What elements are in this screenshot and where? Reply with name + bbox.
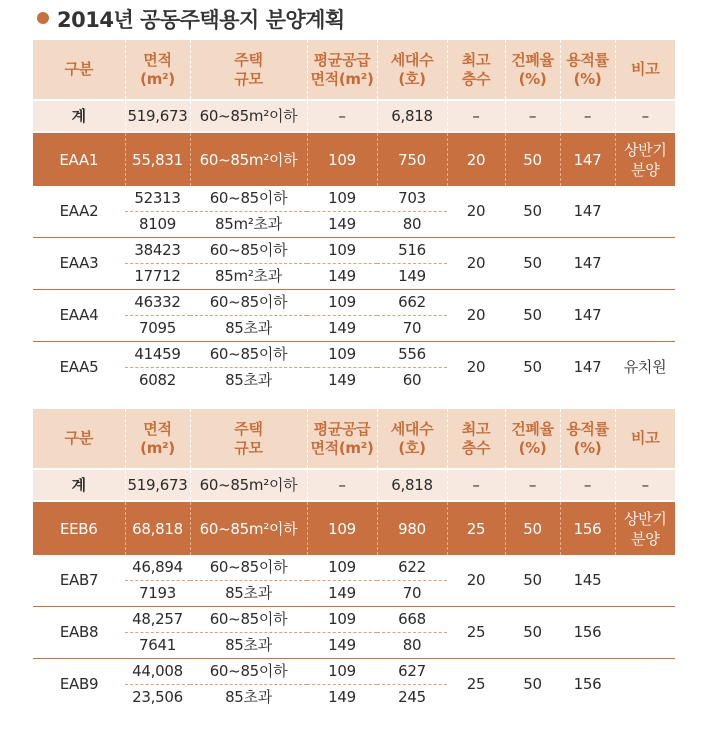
total-cell: 60~85m²이하 <box>190 469 307 501</box>
total-cell: 519,673 <box>125 100 190 132</box>
cell-avg: 109 <box>307 659 377 685</box>
column-header-line: 규모 <box>234 438 263 457</box>
column-header-line: (호) <box>398 69 426 88</box>
column-header-line: 주택 <box>234 419 263 438</box>
highlight-cell: 109 <box>307 132 377 186</box>
cell-far: 145 <box>573 571 602 589</box>
cell-far: 147 <box>573 202 602 220</box>
highlight-note <box>615 501 675 555</box>
highlight-cell: 50 <box>505 501 560 555</box>
column-header-line: (%) <box>573 438 602 457</box>
cell-size: 60~85이하 <box>190 342 307 368</box>
highlight-cell: EEB6 <box>33 501 125 555</box>
column-header <box>125 409 190 469</box>
cell-units: 516 <box>377 238 447 264</box>
total-cell: – <box>615 469 675 501</box>
table-row <box>33 186 675 212</box>
total-cell: 계 <box>33 469 125 501</box>
table-row <box>33 555 675 581</box>
cell-units: 703 <box>398 189 426 207</box>
cell-area: 38423 <box>125 238 190 264</box>
total-cell: – <box>447 100 505 132</box>
cell-avg-sub: 149 <box>307 685 377 711</box>
highlight-cell: 55,831 <box>125 132 190 186</box>
cell-units-sub: 80 <box>377 633 447 659</box>
cell-size-sub: 85초과 <box>190 368 307 394</box>
cell-bcr: 50 <box>505 342 560 394</box>
column-header-line: 규모 <box>234 69 263 88</box>
column-header-line: 비고 <box>631 429 660 447</box>
cell-area-sub: 7193 <box>125 581 190 607</box>
total-cell: – <box>307 100 377 132</box>
highlight-note <box>615 132 675 186</box>
cell-avg: 109 <box>328 558 356 576</box>
column-header <box>447 40 505 100</box>
cell-bcr: 50 <box>505 290 560 342</box>
cell-area: 41459 <box>125 342 190 368</box>
column-header-line: 용적률 <box>566 419 609 438</box>
highlight-row <box>33 501 675 555</box>
highlight-cell: 68,818 <box>125 501 190 555</box>
highlight-cell: 109 <box>307 501 377 555</box>
cell-note <box>615 555 675 607</box>
cell-avg: 109 <box>307 290 377 316</box>
cell-units-sub: 149 <box>377 264 447 290</box>
cell-far: 147 <box>560 238 615 290</box>
highlight-cell: 147 <box>560 132 615 186</box>
column-header-line: 구분 <box>64 60 93 78</box>
column-header <box>560 409 615 469</box>
cell-units: 668 <box>377 607 447 633</box>
row-name: EAA5 <box>33 342 125 394</box>
highlight-cell: 50 <box>505 132 560 186</box>
cell-note <box>615 290 675 342</box>
cell-units-sub: 70 <box>377 581 447 607</box>
cell-bcr: 50 <box>505 607 560 659</box>
column-header-line: (m²) <box>140 69 175 88</box>
total-cell: – <box>505 469 560 501</box>
highlight-cell: 60~85m²이하 <box>190 132 307 186</box>
cell-avg-sub: 149 <box>307 633 377 659</box>
cell-size: 60~85이하 <box>190 238 307 264</box>
cell-size: 60~85이하 <box>190 290 307 316</box>
table-row <box>33 607 675 633</box>
highlight-row <box>33 132 675 186</box>
column-header <box>377 40 447 100</box>
cell-units-sub: 245 <box>377 685 447 711</box>
cell-size: 60~85이하 <box>209 558 288 576</box>
cell-bcr: 50 <box>505 659 560 711</box>
column-header <box>307 409 377 469</box>
column-header-line: 면적 <box>143 50 172 69</box>
column-header <box>33 40 125 100</box>
cell-area: 46332 <box>125 290 190 316</box>
note-line: 상반기 <box>623 509 667 528</box>
cell-size: 60~85이하 <box>209 189 288 207</box>
cell-note <box>615 607 675 659</box>
total-cell: 계 <box>33 100 125 132</box>
column-header-line: 세대수 <box>390 50 434 69</box>
column-header-line: (호) <box>398 438 426 457</box>
total-cell: – <box>560 100 615 132</box>
table-row <box>33 238 675 264</box>
cell-size: 60~85이하 <box>190 659 307 685</box>
cell-note <box>615 659 675 711</box>
highlight-cell: 20 <box>447 132 505 186</box>
column-header-line: 층수 <box>461 438 491 457</box>
plan-table-1 <box>33 40 675 393</box>
note-line: 분양 <box>631 529 660 548</box>
cell-avg-sub: 149 <box>307 581 377 607</box>
column-header <box>190 409 307 469</box>
cell-units: 556 <box>377 342 447 368</box>
column-header <box>560 40 615 100</box>
cell-area-sub: 7641 <box>125 633 190 659</box>
column-header-line: 면적(m²) <box>310 69 374 88</box>
column-header-line: 면적 <box>143 419 172 438</box>
column-header-line: 구분 <box>64 429 93 447</box>
cell-bcr: 50 <box>523 202 542 220</box>
column-header-line: 최고 <box>461 50 491 69</box>
cell-units-sub: 80 <box>377 212 447 238</box>
highlight-cell: EAA1 <box>33 132 125 186</box>
column-header-line: 건폐율 <box>511 419 554 438</box>
total-cell: – <box>307 469 377 501</box>
bullet-icon <box>37 12 49 24</box>
page-header <box>0 0 709 40</box>
total-cell: – <box>447 469 505 501</box>
cell-units: 622 <box>398 558 426 576</box>
note-line: 분양 <box>631 160 660 179</box>
total-cell: – <box>615 100 675 132</box>
column-header-line: 비고 <box>631 60 660 78</box>
column-header-line: 면적(m²) <box>310 438 374 457</box>
cell-area-sub: 17712 <box>125 264 190 290</box>
table-row <box>33 342 675 368</box>
column-header-line: 최고 <box>461 419 491 438</box>
cell-far: 156 <box>560 607 615 659</box>
total-cell: 6,818 <box>377 100 447 132</box>
header-row <box>33 409 675 469</box>
cell-far: 147 <box>560 342 615 394</box>
column-header <box>307 40 377 100</box>
column-header-line: (%) <box>518 438 547 457</box>
cell-floors: 20 <box>466 202 486 220</box>
column-header <box>615 409 675 469</box>
cell-far: 147 <box>560 290 615 342</box>
cell-note: 유치원 <box>615 342 675 394</box>
header-row <box>33 40 675 100</box>
column-header-line: 평균공급 <box>313 419 371 438</box>
cell-area-sub: 7095 <box>125 316 190 342</box>
row-name: EAB7 <box>59 571 99 589</box>
cell-area: 46,894 <box>132 558 183 576</box>
total-cell: 519,673 <box>125 469 190 501</box>
cell-area: 52313 <box>134 189 181 207</box>
cell-floors: 20 <box>447 290 505 342</box>
row-name: EAB9 <box>33 659 125 711</box>
cell-avg-sub: 149 <box>307 264 377 290</box>
page-title: 2014년 공동주택용지 분양계획 <box>57 8 345 32</box>
cell-area-sub: 8109 <box>125 212 190 238</box>
cell-size-sub: 85초과 <box>190 581 307 607</box>
table-row <box>33 290 675 316</box>
column-header <box>125 40 190 100</box>
total-cell: 6,818 <box>377 469 447 501</box>
highlight-cell: 156 <box>560 501 615 555</box>
cell-size: 60~85이하 <box>190 607 307 633</box>
cell-area: 48,257 <box>125 607 190 633</box>
cell-avg-sub: 149 <box>307 316 377 342</box>
total-cell: – <box>560 469 615 501</box>
column-header <box>447 409 505 469</box>
column-header-line: 층수 <box>461 69 491 88</box>
cell-avg: 109 <box>307 342 377 368</box>
cell-units-sub: 60 <box>377 368 447 394</box>
cell-area-sub: 23,506 <box>125 685 190 711</box>
column-header <box>33 409 125 469</box>
highlight-cell: 980 <box>377 501 447 555</box>
cell-note <box>615 186 675 238</box>
cell-units: 662 <box>377 290 447 316</box>
plan-table-2 <box>33 409 675 710</box>
cell-avg: 109 <box>307 238 377 264</box>
column-header-line: (%) <box>573 69 602 88</box>
cell-area: 44,008 <box>125 659 190 685</box>
table-row <box>33 659 675 685</box>
column-header-line: 평균공급 <box>313 50 371 69</box>
row-name: EAA3 <box>33 238 125 290</box>
cell-area-sub: 6082 <box>125 368 190 394</box>
column-header <box>377 409 447 469</box>
note-line: 상반기 <box>623 140 667 159</box>
highlight-cell: 60~85m²이하 <box>190 501 307 555</box>
cell-size-sub: 85초과 <box>190 633 307 659</box>
cell-avg: 109 <box>307 607 377 633</box>
cell-bcr: 50 <box>523 571 542 589</box>
cell-size-sub: 85m²초과 <box>190 264 307 290</box>
cell-floors: 25 <box>447 607 505 659</box>
highlight-cell: 25 <box>447 501 505 555</box>
cell-floors: 25 <box>447 659 505 711</box>
column-header-line: (%) <box>518 69 547 88</box>
column-header <box>505 40 560 100</box>
column-header-line: 용적률 <box>566 50 609 69</box>
cell-avg-sub: 149 <box>307 368 377 394</box>
row-name: EAB8 <box>33 607 125 659</box>
cell-floors: 20 <box>447 342 505 394</box>
cell-floors: 20 <box>447 238 505 290</box>
cell-bcr: 50 <box>505 238 560 290</box>
cell-note <box>615 238 675 290</box>
cell-far: 156 <box>560 659 615 711</box>
cell-size-sub: 85초과 <box>190 316 307 342</box>
cell-floors: 20 <box>466 571 486 589</box>
row-name: EAA2 <box>59 202 99 220</box>
cell-units: 627 <box>377 659 447 685</box>
cell-avg: 109 <box>328 189 356 207</box>
column-header <box>505 409 560 469</box>
column-header-line: 건폐율 <box>511 50 554 69</box>
column-header <box>190 40 307 100</box>
cell-avg-sub: 149 <box>307 212 377 238</box>
column-header-line: (m²) <box>140 438 175 457</box>
cell-size-sub: 85초과 <box>190 685 307 711</box>
column-header-line: 주택 <box>234 50 263 69</box>
total-row <box>33 100 675 132</box>
column-header <box>615 40 675 100</box>
row-name: EAA4 <box>33 290 125 342</box>
cell-units-sub: 70 <box>377 316 447 342</box>
column-header-line: 세대수 <box>390 419 434 438</box>
highlight-cell: 750 <box>377 132 447 186</box>
total-cell: – <box>505 100 560 132</box>
total-cell: 60~85m²이하 <box>190 100 307 132</box>
cell-size-sub: 85m²초과 <box>190 212 307 238</box>
total-row <box>33 469 675 501</box>
